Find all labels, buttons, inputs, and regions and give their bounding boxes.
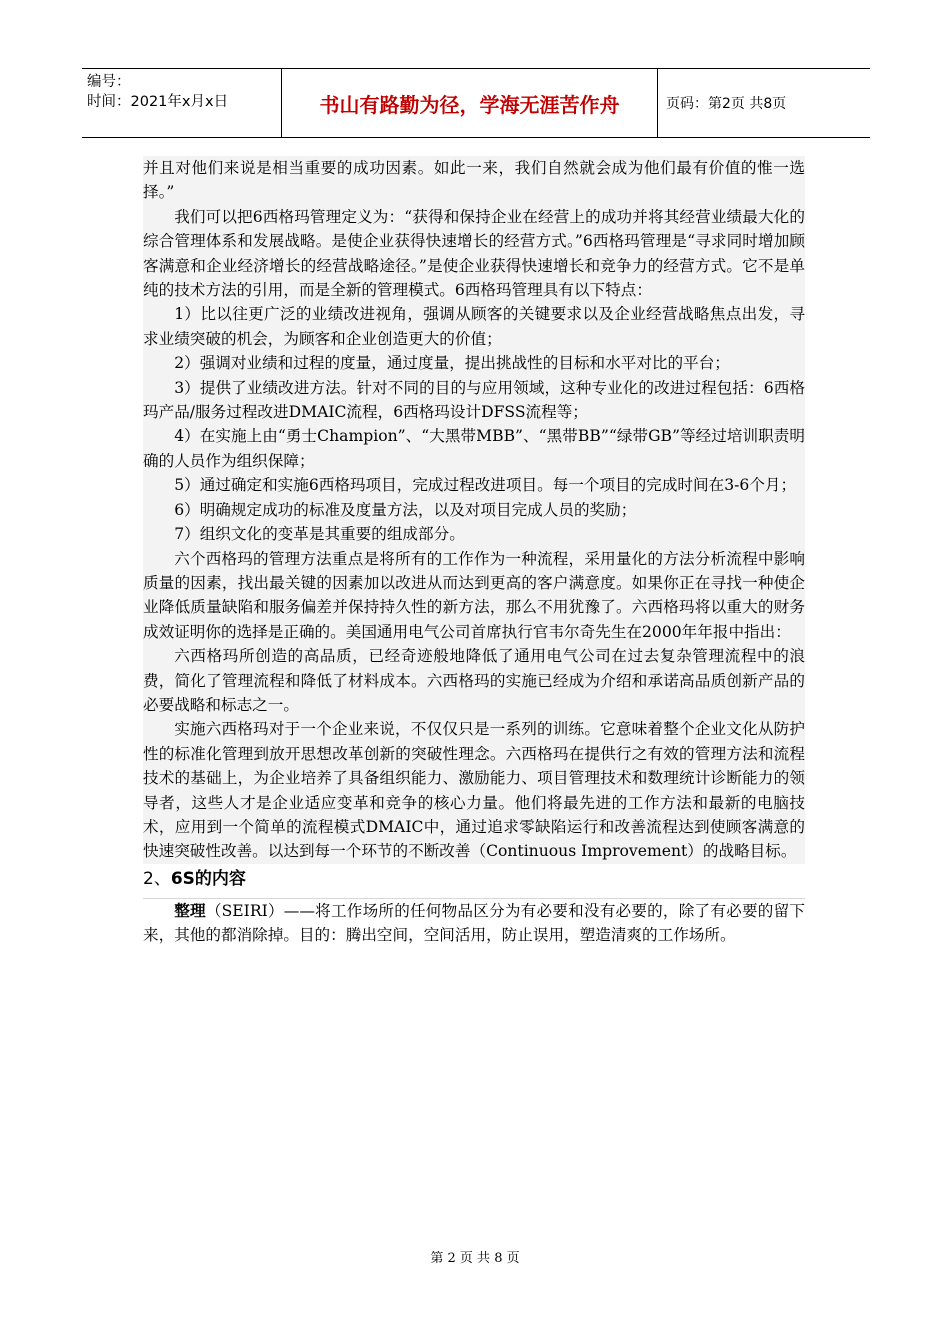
page-footer: 第 2 页 共 8 页 — [430, 1251, 520, 1266]
paragraph: 实施六西格玛对于一个企业来说，不仅仅只是一系列的训练。它意味着整个企业文化从防护性的标准化管理到放开思想改革创新的突破性理念。六西格玛在提供行之有效的管理方法和流程技术的基础上，为企业培养了具备组织能力、激励能力、项目管理技术和数理统计诊断能力的领导者，这些人才是企业适应变革和竞争的核心力量。他们将最先进的工作方法和最新的电脑技术，应用到一个简单的流程模式DMAIC中，通过追求零缺陷运行和改善流程达到使顾客满意的快速突破性改善。以达到每一个环节的不断改善（Continuous Improvement）的战略目标。 — [143, 720, 805, 861]
section-number: 2、 — [143, 868, 171, 889]
seiri-term: 整理 — [174, 900, 206, 920]
list-item: 5）通过确定和实施6西格玛项目，完成过程改进项目。每一个项目的完成时间在3-6个月； — [174, 476, 797, 495]
list-item: 2）强调对业绩和过程的度量，通过度量，提出挑战性的目标和水平对比的平台； — [174, 354, 730, 373]
time-label: 时间：2021年x月x日 — [87, 94, 229, 110]
quote-paragraph: 六西格玛所创造的高品质，已经奇迹般地降低了通用电气公司在过去复杂管理流程中的浪费，简化了管理流程和降低了材料成本。六西格玛的实施已经成为介绍和承诺高品质创新产品的必要战略和标志之一。 — [143, 647, 805, 714]
header-meta — [82, 69, 282, 137]
list-item: 3）提供了业绩改进方法。针对不同的目的与应用领域，这种专业化的改进过程包括：6西格玛产品/服务过程改进DMAIC流程，6西格玛设计DFSS流程等； — [143, 378, 805, 422]
body-text-block — [143, 156, 805, 864]
seiri-text: （SEIRI）——将工作场所的任何物品区分为有必要和没有必要的，除了有必要的留下来，其他的都消除掉。目的：腾出空间，空间活用，防止误用，塑造清爽的工作场所。 — [143, 901, 805, 945]
paragraph: 并且对他们来说是相当重要的成功因素。如此一来，我们自然就会成为他们最有价值的惟一选择。” — [143, 159, 805, 202]
number-label: 编号： — [87, 74, 131, 90]
paragraph: 六个西格玛的管理方法重点是将所有的工作作为一种流程，采用量化的方法分析流程中影响质量的因素，找出最关键的因素加以改进从而达到更高的客户满意度。如果你正在寻找一种使企业降低质量缺陷和服务偏差并保持持久性的新方法，那么不用犹豫了。六西格玛将以重大的财务成效证明你的选择是正确的。美国通用电气公司首席执行官韦尔奇先生在2000年年报中指出： — [143, 549, 805, 641]
header-motto: 书山有路勤为径，学海无涯苦作舟 — [282, 69, 658, 137]
section-heading — [143, 866, 805, 899]
paragraph: 我们可以把6西格玛管理定义为：“获得和保持企业在经营上的成功并将其经营业绩最大化的综合管理体系和发展战略。是使企业获得快速增长的经营方式。”6西格玛管理是“寻求同时增加顾客满意和企业经济增长的经营战略途径。”是使企业获得快速增长和竞争力的经营方式。它不是单纯的技术方法的引用，而是全新的管理模式。6西格玛管理具有以下特点： — [143, 207, 805, 300]
page-header — [82, 68, 870, 138]
document-body — [143, 156, 805, 948]
list-item: 1）比以往更广泛的业绩改进视角，强调从顾客的关键要求以及企业经营战略焦点出发，寻求业绩突破的机会，为顾客和企业创造更大的价值； — [143, 305, 805, 348]
section-title: 6S的内容 — [170, 868, 246, 889]
list-item: 7）组织文化的变革是其重要的组成部分。 — [174, 525, 465, 544]
list-item: 4）在实施上由“勇士Champion”、“大黑带MBB”、“黑带BB”“绿带GB”等经过培训职责明确的人员作为组织保障； — [143, 427, 805, 470]
header-page-info: 页码：第2页 共8页 — [666, 96, 787, 112]
list-item: 6）明确规定成功的标准及度量方法，以及对项目完成人员的奖励； — [174, 500, 637, 519]
seiri-paragraph — [143, 899, 805, 948]
